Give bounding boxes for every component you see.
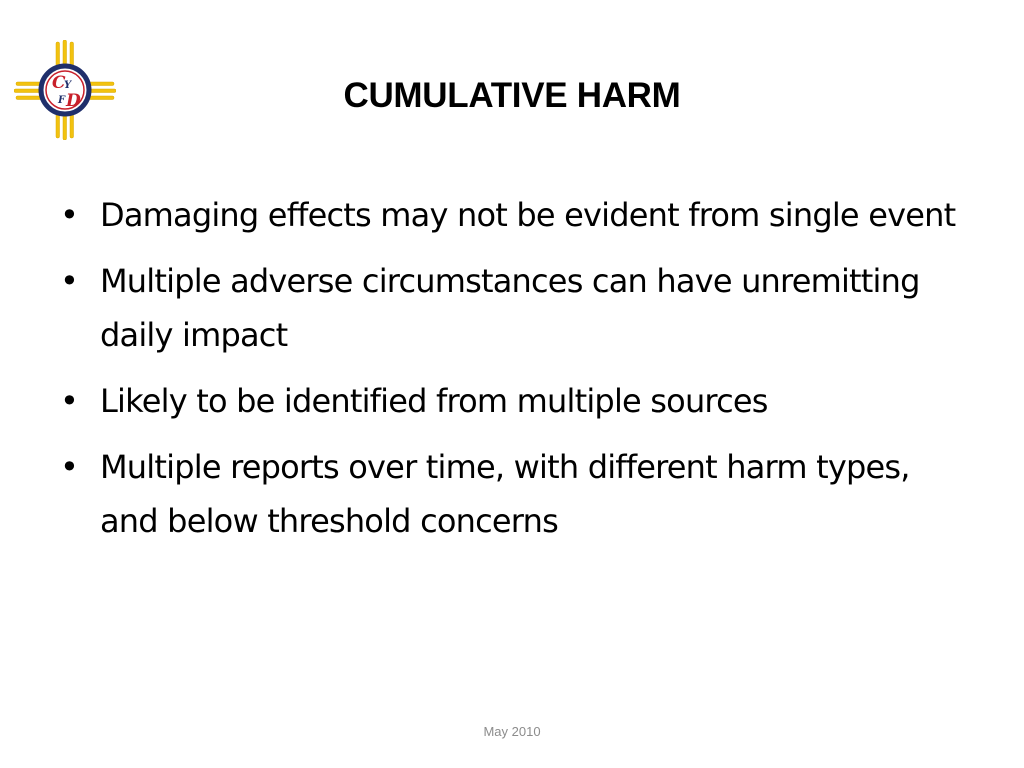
svg-text:C: C bbox=[52, 73, 66, 93]
bullet-text: Likely to be identified from multiple sources bbox=[100, 382, 768, 420]
bullet-text: Multiple adverse circumstances can have unremitting daily impact bbox=[100, 262, 920, 354]
footer-date: May 2010 bbox=[483, 724, 541, 739]
svg-text:F: F bbox=[58, 95, 66, 106]
bullet-text: Multiple reports over time, with different harm types, and below threshold concerns bbox=[100, 448, 910, 540]
bullet-marker: • bbox=[60, 382, 79, 420]
bullet-text: Damaging effects may not be evident from single event bbox=[100, 196, 956, 234]
bullet-item bbox=[58, 374, 958, 428]
slide-title: CUMULATIVE HARM bbox=[343, 76, 681, 115]
bullet-marker: • bbox=[60, 262, 79, 300]
bullet-item bbox=[58, 254, 958, 362]
bullet-marker: • bbox=[60, 196, 79, 234]
bullet-item bbox=[58, 440, 958, 548]
svg-text:Y: Y bbox=[64, 80, 72, 91]
bullet-marker: • bbox=[60, 448, 79, 486]
svg-text:D: D bbox=[66, 91, 81, 111]
bullet-list bbox=[58, 188, 958, 560]
bullet-item bbox=[58, 188, 958, 242]
